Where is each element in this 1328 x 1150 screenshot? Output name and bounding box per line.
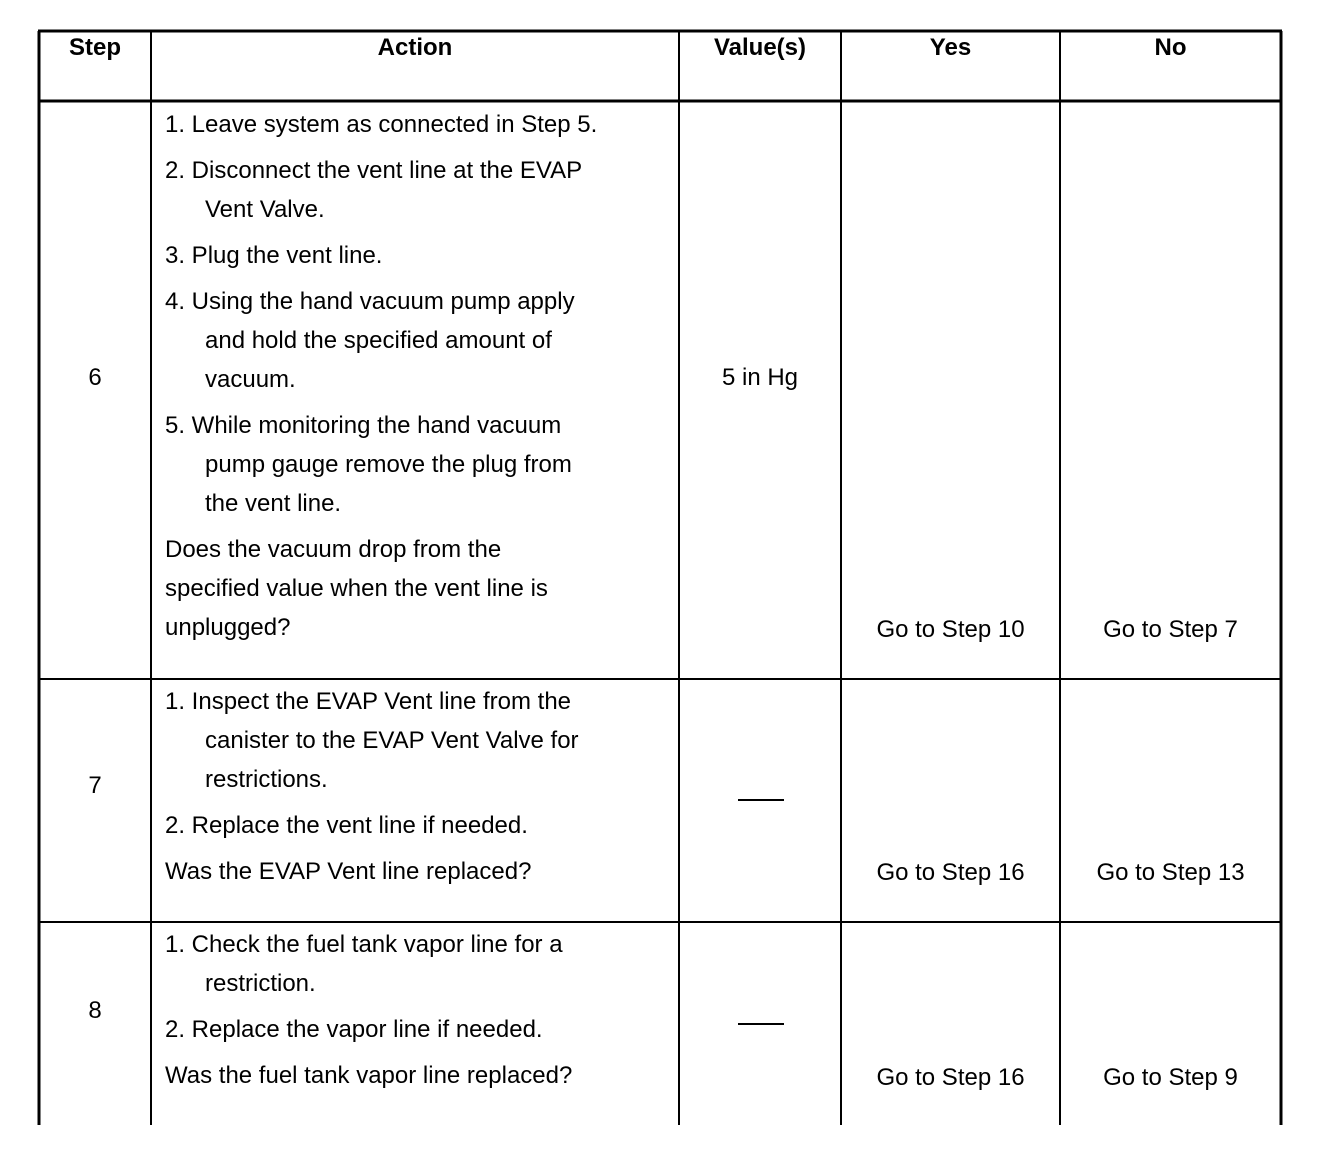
- action-line: 2. Replace the vapor line if needed.: [165, 1016, 543, 1043]
- step-number: 7: [88, 772, 102, 799]
- yes-cell: Go to Step 16: [876, 859, 1025, 886]
- action-line: 5. While monitoring the hand vacuum: [165, 412, 562, 439]
- header-yes: Yes: [929, 34, 972, 61]
- action-line: 2. Disconnect the vent line at the EVAP: [165, 157, 583, 184]
- action-question: unplugged?: [165, 614, 291, 641]
- header-action: Action: [377, 34, 453, 61]
- action-cell: [165, 682, 675, 891]
- action-cell: [165, 925, 675, 1095]
- action-question: Does the vacuum drop from the: [165, 536, 502, 563]
- step-number: 6: [88, 364, 102, 391]
- action-line: restriction.: [205, 970, 316, 997]
- action-line: 3. Plug the vent line.: [165, 242, 383, 269]
- action-cell: [165, 105, 675, 647]
- no-cell: Go to Step 9: [1103, 1064, 1238, 1091]
- yes-cell: Go to Step 10: [876, 616, 1025, 643]
- action-line: 1. Inspect the EVAP Vent line from the: [165, 688, 572, 715]
- value-cell: 5 in Hg: [721, 364, 799, 391]
- action-line: and hold the specified amount of: [205, 327, 552, 354]
- action-line: 1. Check the fuel tank vapor line for a: [165, 931, 563, 958]
- action-line: vacuum.: [205, 366, 296, 393]
- header-values: Value(s): [713, 34, 807, 61]
- action-line: pump gauge remove the plug from: [205, 451, 572, 478]
- value-cell: [679, 780, 841, 819]
- step-number: 8: [88, 997, 102, 1024]
- action-line: Vent Valve.: [205, 196, 325, 223]
- action-line: 2. Replace the vent line if needed.: [165, 812, 528, 839]
- yes-cell: Go to Step 16: [876, 1064, 1025, 1091]
- no-cell: Go to Step 7: [1103, 616, 1238, 643]
- action-line: canister to the EVAP Vent Valve for: [205, 727, 579, 754]
- no-cell: Go to Step 13: [1096, 859, 1245, 886]
- header-no: No: [1154, 34, 1187, 61]
- action-question: Was the EVAP Vent line replaced?: [165, 858, 532, 885]
- action-question: Was the fuel tank vapor line replaced?: [165, 1062, 573, 1089]
- action-line: restrictions.: [205, 766, 328, 793]
- action-line: the vent line.: [205, 490, 342, 517]
- value-cell: [679, 1004, 841, 1043]
- header-step: Step: [68, 34, 121, 61]
- action-line: 1. Leave system as connected in Step 5.: [165, 111, 598, 138]
- action-line: 4. Using the hand vacuum pump apply: [165, 288, 575, 315]
- action-question: specified value when the vent line is: [165, 575, 548, 602]
